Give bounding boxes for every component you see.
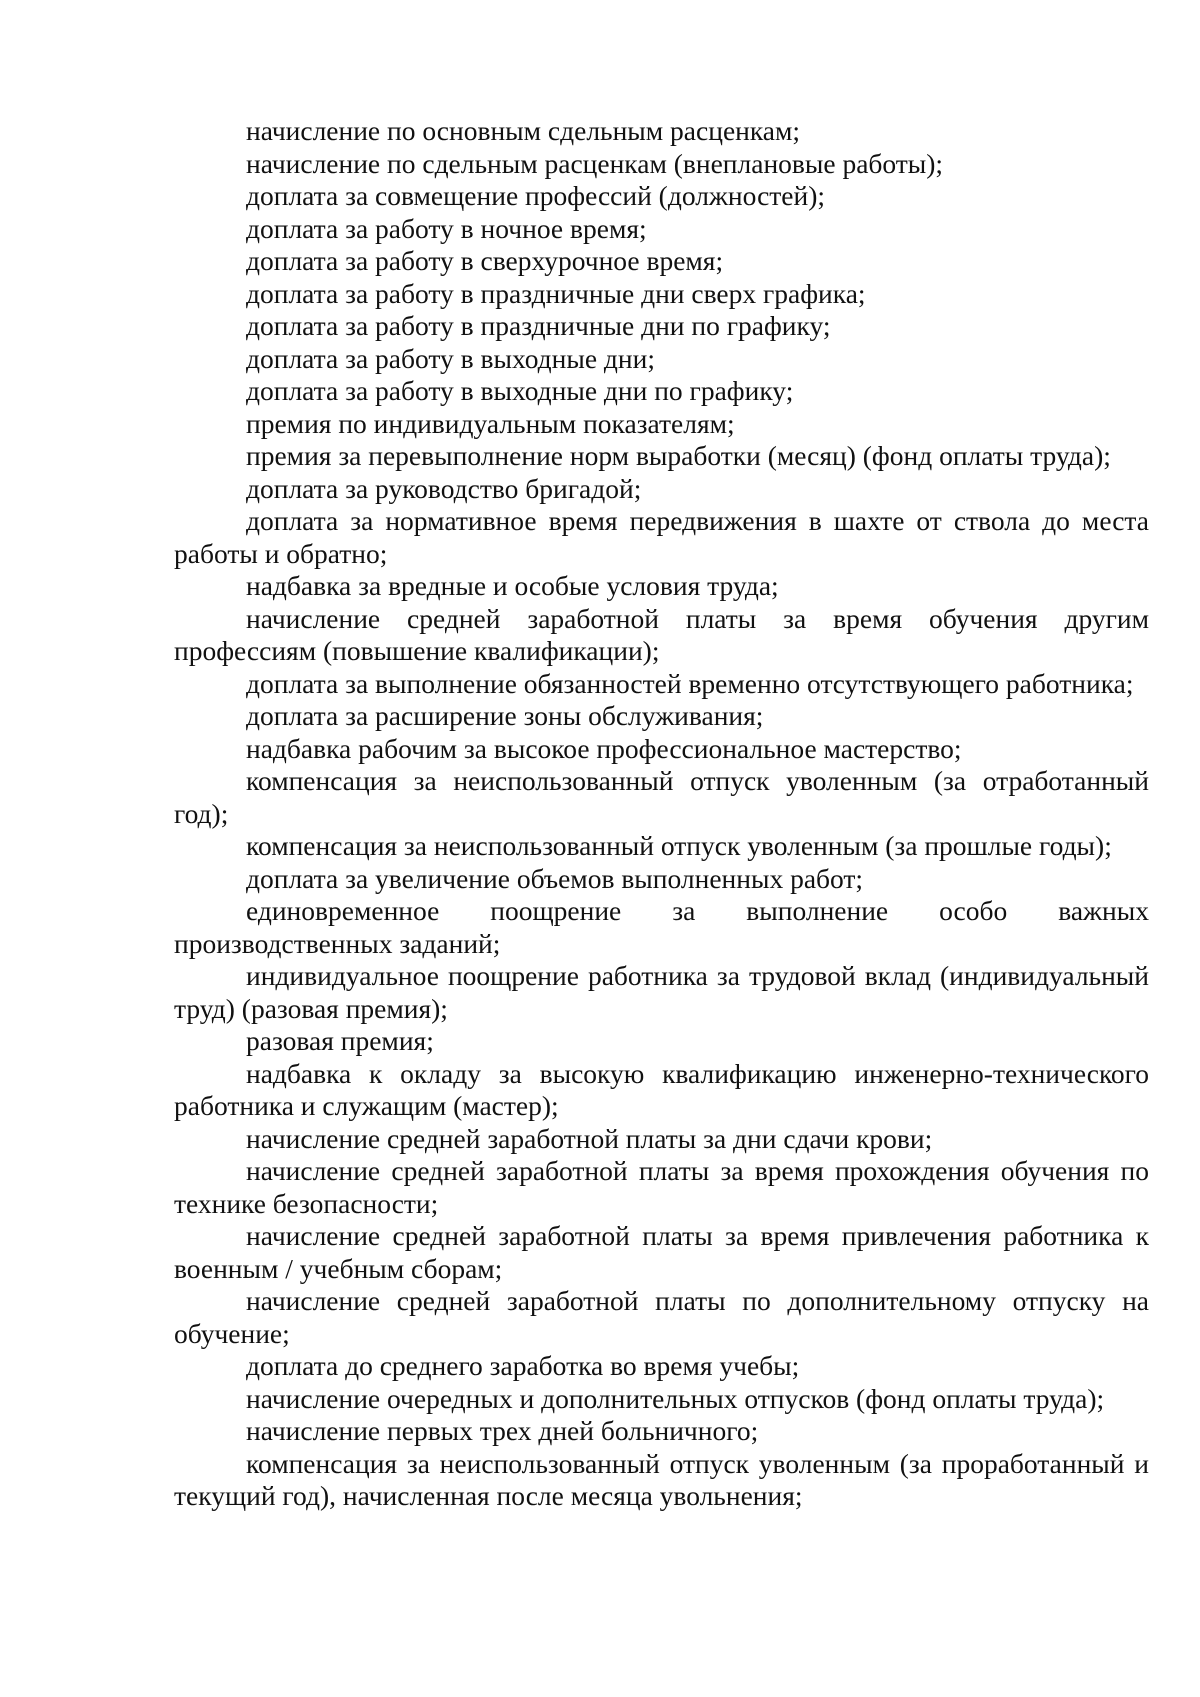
list-item: доплата за работу в ночное время; (246, 212, 647, 244)
list-item: доплата за выполнение обязанностей временно отсутствующего работника; (246, 667, 1134, 699)
list-item: доплата за работу в праздничные дни сверх графика; (246, 277, 866, 309)
list-item: компенсация за неиспользованный отпуск уволенным (за проработанный и текущий год), начисленная после месяца увольнения; (174, 1447, 1149, 1511)
list-item: доплата за работу в выходные дни; (246, 342, 655, 374)
list-item: начисление очередных и дополнительных отпусков (фонд оплаты труда); (246, 1382, 1105, 1414)
list-item: доплата за работу в выходные дни по графику; (246, 375, 794, 406)
list-item: доплата за увеличение объемов выполненных работ; (246, 862, 864, 894)
list-item: надбавка к окладу за высокую квалификацию инженерно-технического работника и служащим (мастер); (174, 1057, 1149, 1121)
list-item: доплата за руководство бригадой; (246, 472, 642, 504)
list-item: компенсация за неиспользованный отпуск уволенным (за прошлые годы); (246, 830, 1112, 861)
list-item: премия за перевыполнение норм выработки (месяц) (фонд оплаты труда); (246, 440, 1111, 471)
list-item: доплата за работу в праздничные дни по графику; (246, 310, 831, 341)
list-item: надбавка за вредные и особые условия труда; (246, 570, 779, 601)
list-item: начисление средней заработной платы за время обучения другим профессиям (повышение квалификации); (174, 602, 1149, 666)
list-item: единовременное поощрение за выполнение особо важных производственных заданий; (174, 895, 1149, 959)
list-item: начисление по сдельным расценкам (внеплановые работы); (246, 147, 944, 179)
list-item: разовая премия; (246, 1025, 434, 1056)
list-item: начисление первых трех дней больничного; (246, 1415, 759, 1446)
list-item: доплата за работу в сверхурочное время; (246, 245, 724, 276)
list-item: доплата за нормативное время передвижения в шахте от ствола до места работы и обратно; (174, 505, 1149, 569)
list-item: начисление средней заработной платы за дни сдачи крови; (246, 1122, 933, 1154)
list-item: индивидуальное поощрение работника за трудовой вклад (индивидуальный труд) (разовая премия); (174, 960, 1149, 1024)
list-item: начисление средней заработной платы за время привлечения работника к военным / учебным сборам; (174, 1220, 1149, 1284)
document-body (174, 115, 1149, 1513)
list-item: начисление средней заработной платы за время прохождения обучения по технике безопасности; (174, 1155, 1149, 1219)
list-item: премия по индивидуальным показателям; (246, 407, 735, 439)
list-item: доплата за расширение зоны обслуживания; (246, 700, 764, 731)
list-item: доплата до среднего заработка во время учебы; (246, 1350, 800, 1381)
list-item: надбавка рабочим за высокое профессиональное мастерство; (246, 732, 962, 764)
list-item: компенсация за неиспользованный отпуск уволенным (за отработанный год); (174, 765, 1149, 829)
list-item: доплата за совмещение профессий (должностей); (246, 180, 826, 211)
list-item: начисление по основным сдельным расценкам; (246, 115, 801, 146)
list-item: начисление средней заработной платы по дополнительному отпуску на обучение; (174, 1285, 1149, 1349)
